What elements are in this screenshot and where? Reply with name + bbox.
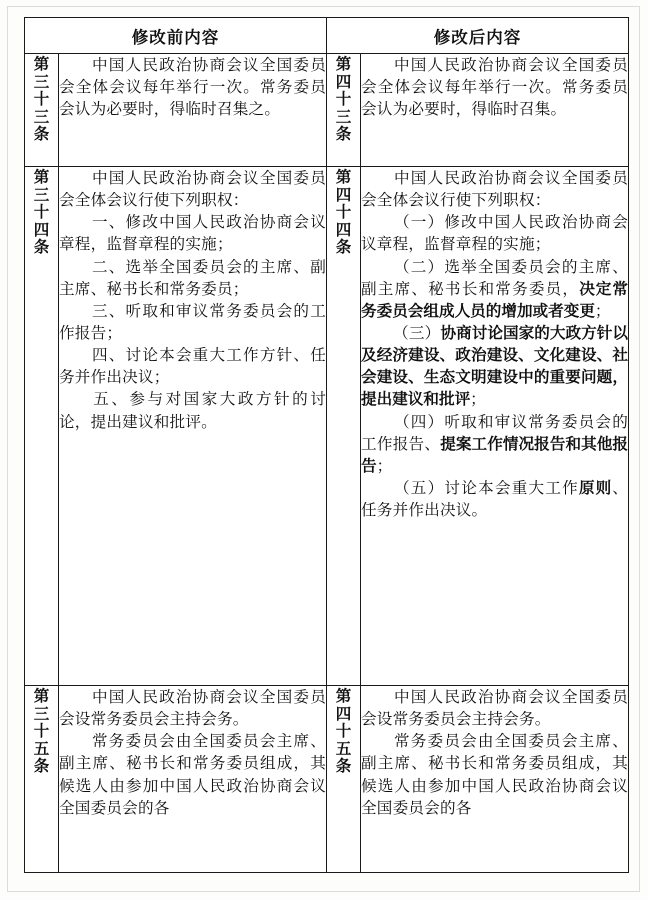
paragraph: [361, 477, 628, 521]
article-number-char: 第: [335, 55, 352, 73]
paragraph: [361, 730, 628, 819]
article-number-char: 条: [335, 757, 352, 775]
paragraph-indent: [361, 322, 393, 344]
text-run: 中国人民政治协商会议全国委员会设常务委员会主持会务。: [361, 688, 628, 729]
text-run: 三、听取和审议常务委员会的工作报告；: [59, 301, 326, 342]
article-number-char: 第: [33, 55, 50, 73]
amended-text-run: 协商讨论国家的大政方针以及经济建设、政治建设、文化建设、社会建设、生态文明建设中的重要问题，提出建议和批评: [361, 323, 628, 409]
paragraph-indent: [59, 54, 91, 76]
article-text-cell-before: [59, 54, 327, 167]
comparison-table-container: [24, 17, 628, 881]
article-number-char: 第: [33, 168, 50, 186]
article-number-cell-before: [25, 54, 59, 167]
article-number-char: 十: [335, 722, 352, 740]
paragraph-indent: [59, 256, 91, 278]
article-number-char: 条: [33, 757, 50, 775]
paragraph-indent: [59, 211, 91, 233]
article-text-cell-after: [361, 167, 629, 686]
paragraph-indent: [59, 686, 91, 708]
article-number-cell-after: [327, 167, 361, 686]
paragraph: [59, 256, 326, 300]
header-after-amendment: 修改后内容: [327, 18, 629, 54]
text-run: 中国人民政治协商会议全国委员会全体会议行使下列职权：: [361, 169, 628, 210]
text-run: 常务委员会由全国委员会主席、副主席、秘书长和常务委员组成，其候选人由参加中国人民政治协商会议全国委员会的各: [361, 732, 628, 817]
article-number-char: 十: [33, 722, 50, 740]
text-run: 常务委员会由全国委员会主席、副主席、秘书长和常务委员组成，其候选人由参加中国人民政治协商会议全国委员会的各: [59, 732, 326, 817]
text-run: ；: [594, 301, 611, 320]
table-row: [25, 54, 629, 167]
text-run: 二、选举全国委员会的主席、副主席、秘书长和常务委员；: [59, 257, 326, 298]
article-number-char: 十: [335, 203, 352, 221]
paragraph-indent: [361, 686, 393, 708]
article-number-char: 四: [335, 704, 352, 723]
paragraph: [361, 411, 628, 477]
amended-text-run: 原则: [578, 478, 613, 497]
article-number-char: 三: [33, 704, 50, 723]
text-run: 四、讨论本会重大工作方针、任务并作出决议；: [59, 346, 326, 387]
paragraph: [361, 167, 628, 211]
paragraph-indent: [361, 211, 393, 233]
article-text-clip: [59, 167, 326, 433]
paragraph-indent: [59, 388, 91, 410]
text-run: （三）: [392, 323, 441, 342]
paragraph-indent: [361, 477, 393, 499]
article-text-cell-before: [59, 167, 327, 686]
article-number-cell-after: [327, 54, 361, 167]
article-number-char: 第: [335, 687, 352, 705]
article-number-after: [327, 167, 360, 259]
article-number-char: 四: [335, 185, 352, 204]
paragraph-indent: [59, 344, 91, 366]
paragraph: [361, 256, 628, 322]
paragraph: [59, 300, 326, 344]
paragraph: [361, 686, 628, 730]
article-number-char: 第: [33, 687, 50, 705]
text-run: 五、参与对国家大政方针的讨论，提出建议和批评。: [59, 390, 326, 431]
article-number-before: [25, 54, 58, 146]
table-row: [25, 167, 629, 686]
table-header-row: [25, 18, 629, 54]
article-text-cell-before: [59, 686, 327, 873]
article-number-before: [25, 686, 58, 778]
table-row: [25, 686, 629, 873]
paragraph: [59, 344, 326, 388]
text-run: （五）讨论本会重大工作: [392, 478, 579, 497]
article-number-cell-after: [327, 686, 361, 873]
amendment-comparison-table: [24, 17, 629, 873]
paragraph-indent: [59, 300, 91, 322]
article-number-char: 条: [335, 125, 352, 143]
paragraph: [361, 211, 628, 255]
article-text-clip: [59, 686, 326, 819]
amended-text-run: 提案工作情况报告和其他报告: [361, 434, 628, 475]
article-text-clip: [361, 167, 628, 521]
text-run: 一、修改中国人民政治协商会议章程，监督章程的实施；: [59, 213, 326, 254]
text-run: 中国人民政治协商会议全国委员会全体会议每年举行一次。常务委员会认为必要时，得临时召集。: [361, 56, 628, 119]
article-number-char: 三: [33, 185, 50, 204]
article-number-char: 条: [335, 238, 352, 256]
paragraph: [59, 730, 326, 819]
article-number-char: 三: [335, 107, 352, 126]
text-run: 中国人民政治协商会议全国委员会全体会议每年举行一次。常务委员会认为必要时，得临时召集之。: [59, 56, 326, 119]
paragraph-indent: [361, 54, 393, 76]
paragraph-indent: [59, 730, 91, 752]
article-number-char: 条: [33, 125, 50, 143]
article-text-cell-after: [361, 686, 629, 873]
article-number-after: [327, 54, 360, 146]
text-run: 中国人民政治协商会议全国委员会全体会议行使下列职权：: [59, 169, 326, 210]
text-run: 、任务并作出决议。: [361, 478, 628, 520]
text-run: （二）选举全国委员会的主席、副主席、秘书长和常务委员，: [361, 257, 628, 298]
article-number-char: 五: [335, 739, 352, 758]
paragraph-indent: [361, 411, 393, 433]
text-run: ；: [470, 390, 486, 409]
paragraph-indent: [361, 167, 393, 189]
text-run: ；: [376, 456, 393, 475]
article-number-char: 三: [33, 107, 50, 126]
article-number-before: [25, 167, 58, 259]
article-number-char: 十: [33, 203, 50, 221]
header-before-amendment: 修改前内容: [25, 18, 327, 54]
article-number-char: 四: [33, 220, 50, 239]
paragraph: [361, 322, 628, 411]
table-body: [25, 54, 629, 873]
paragraph-indent: [361, 730, 393, 752]
paragraph-indent: [59, 167, 91, 189]
article-number-char: 十: [33, 90, 50, 108]
article-text-clip: [59, 54, 326, 120]
paragraph: [59, 167, 326, 211]
paragraph: [59, 388, 326, 432]
article-number-cell-before: [25, 686, 59, 873]
article-number-after: [327, 686, 360, 778]
article-number-char: 四: [335, 220, 352, 239]
article-number-char: 第: [335, 168, 352, 186]
text-run: （四）听取和审议常务委员会的工作报告、: [361, 412, 628, 453]
paragraph-indent: [361, 256, 393, 278]
article-text-clip: [361, 54, 628, 120]
article-number-char: 四: [335, 72, 352, 91]
article-text-cell-after: [361, 54, 629, 167]
paragraph: [59, 686, 326, 730]
text-run: 中国人民政治协商会议全国委员会设常务委员会主持会务。: [59, 688, 326, 729]
article-number-cell-before: [25, 167, 59, 686]
amended-text-run: 决定常务委员会组成人员的增加或者变更: [361, 279, 628, 320]
paragraph: [59, 211, 326, 255]
text-run: （一）修改中国人民政治协商会议章程，监督章程的实施；: [361, 213, 628, 254]
article-number-char: 条: [33, 238, 50, 256]
paragraph: [59, 54, 326, 120]
article-number-char: 五: [33, 739, 50, 758]
article-number-char: 十: [335, 90, 352, 108]
article-text-clip: [361, 686, 628, 819]
article-number-char: 三: [33, 72, 50, 91]
paragraph: [361, 54, 628, 120]
